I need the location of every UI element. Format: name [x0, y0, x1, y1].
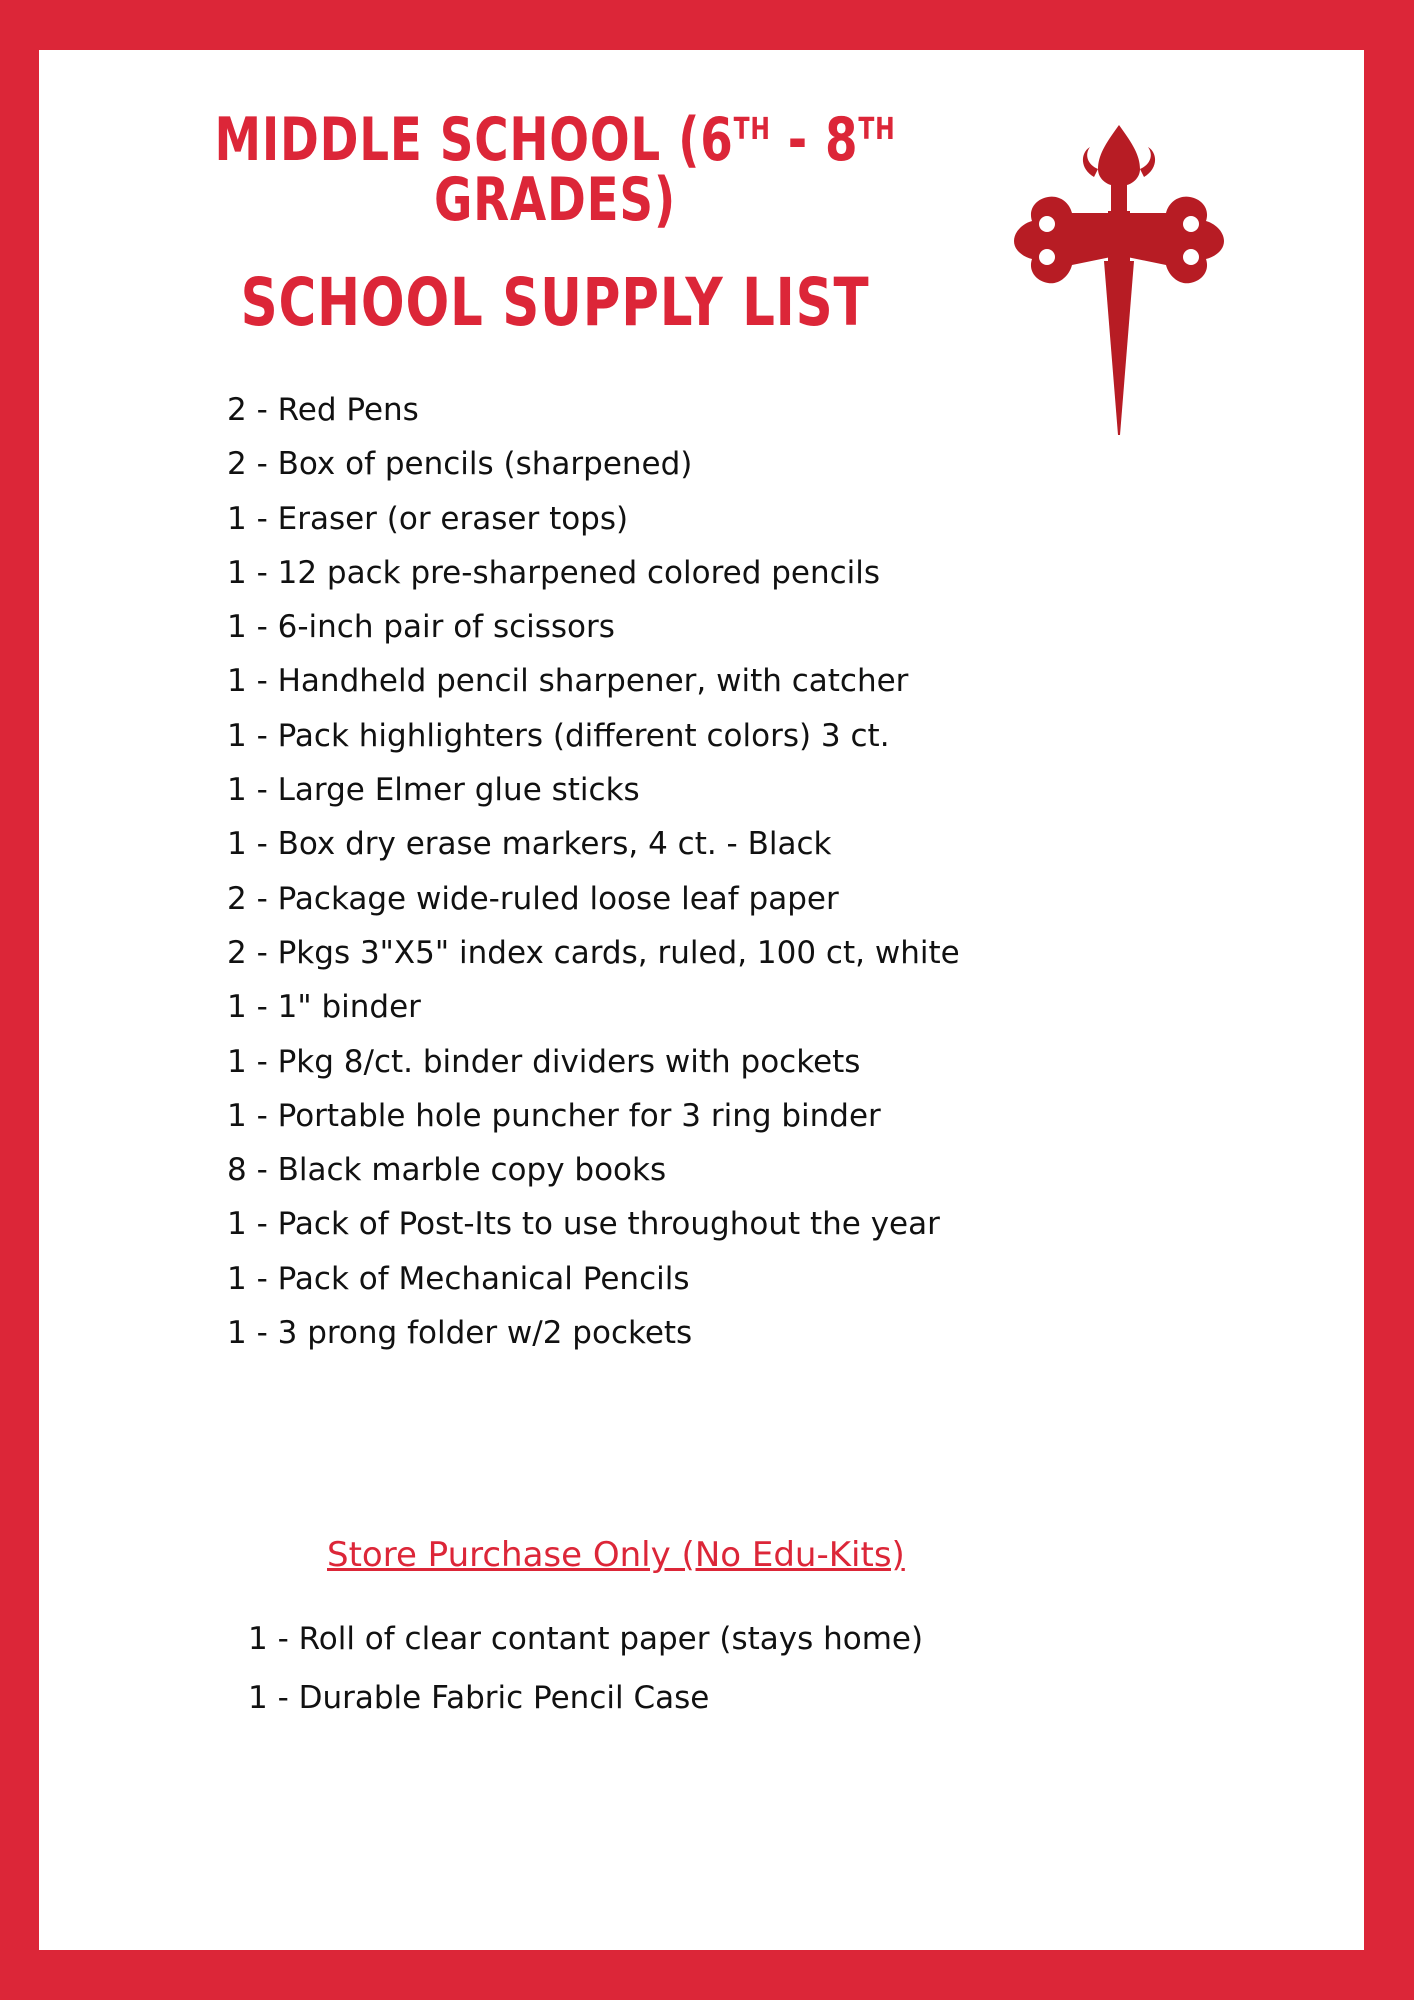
store-purchase-list [248, 1610, 923, 1728]
list-item: 2 - Red Pens [227, 392, 419, 428]
page-title [105, 105, 1005, 341]
list-item: 2 - Box of pencils (sharpened) [227, 446, 693, 483]
page-sheet [39, 50, 1364, 1950]
title-line-1: MIDDLE SCHOOL (6TH - 8TH GRADES) [214, 105, 896, 235]
list-item: 1 - Box dry erase markers, 4 ct. - Black [227, 826, 832, 863]
list-item: 8 - Black marble copy books [227, 1152, 667, 1189]
list-item: 1 - Pack highlighters (different colors) 3 ct. [227, 717, 890, 754]
list-item: 1 - 12 pack pre-sharpened colored pencils [227, 554, 881, 591]
list-item: 1 - Eraser (or eraser tops) [227, 500, 629, 537]
list-item: 1 - Pack of Post-Its to use throughout the year [227, 1206, 940, 1243]
list-item: 1 - Pkg 8/ct. binder dividers with pockets [227, 1043, 861, 1080]
list-item: 1 - Portable hole puncher for 3 ring binder [227, 1097, 881, 1134]
list-item: 1 - 3 prong folder w/2 pockets [227, 1315, 693, 1352]
store-purchase-heading: Store Purchase Only (No Edu-Kits) [327, 1535, 905, 1575]
list-item: 1 - Pack of Mechanical Pencils [227, 1260, 690, 1297]
list-item: 1 - Durable Fabric Pencil Case [248, 1680, 710, 1716]
list-item: 1 - Roll of clear contant paper (stays home) [248, 1621, 924, 1657]
list-item: 1 - 1" binder [227, 989, 421, 1026]
list-item: 2 - Package wide-ruled loose leaf paper [227, 880, 839, 917]
cross-of-saint-james-icon [1014, 125, 1224, 435]
list-item: 1 - 6-inch pair of scissors [227, 609, 615, 646]
list-item: 1 - Large Elmer glue sticks [227, 772, 640, 809]
list-item: 2 - Pkgs 3"X5" index cards, ruled, 100 ct, white [227, 934, 960, 971]
title-line-2: SCHOOL SUPPLY LIST [240, 264, 870, 341]
list-item: 1 - Handheld pencil sharpener, with catcher [227, 663, 909, 700]
supply-list [227, 383, 960, 1360]
